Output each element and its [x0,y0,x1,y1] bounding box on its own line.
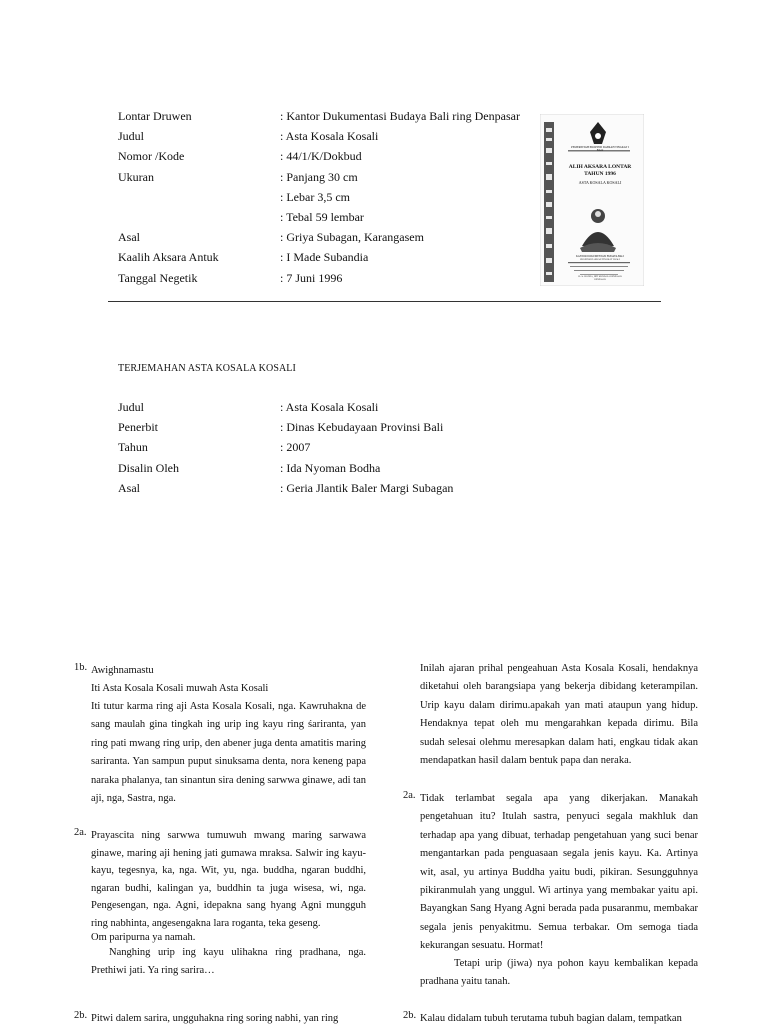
section-number: 2a. [74,827,87,838]
field-label: Disalin Oleh [118,460,179,475]
field-value: : Geria Jlantik Baler Margi Subagan [280,480,454,495]
field-label: Asal [118,480,140,495]
translation-paragraph-2a: Tidak terlambat segala apa yang dikerjakan. Manakah pengetahuan itu? Itulah sastra, penyuci segala makhluk dan terhadap apa yang dibuat, terhadap pengetahuan yang suci benar mengantarkan pada penguasaan segala jenis kayu. Ka. Artinya wit, asal, yu artinya Buddha yaitu budi, pikiran. Sesungguhnya pikiranmulah yang unggul. Wi artinya yang membakar yaitu api. Bayangkan Sang Hyang Agni berada pada pusaranmu, membakar segala jenis penyakitmu. Semua terbakar. Om semoga tiada kekurangan sesuatu. Hormat! [420,793,698,952]
field-value: : Ida Nyoman Bodha [280,460,381,475]
paragraph-1b: Iti tutur karma ring aji Asta Kosala Kosali, nga. Kawruhakna de sang maulah gina tingkah ing urip ing kayu ring śariranta, yan ring pati mwang ring urip, den abener juga denta amatitis maring sariranta. Yan sampun puput sinuksama denta, nora keneng papa naraka phalanya, tan sinantun sira dening sarwwa ginawe, adi tan aji, nga, Sastra, nga. [91,701,366,805]
cover-footer-1: KANTOR DOKUMENTASI BUDAYA BALI [576,255,624,258]
field-label: Judul [118,129,145,144]
divider-line [108,301,661,302]
invocation: Awighnamastu [91,665,154,676]
field-label: Nomor /Kode [118,149,185,164]
cover-footer-4: DENPASAR [594,279,606,281]
field-label: Tahun [118,440,148,455]
paragraph-2a-continued: Nanghing urip ing kayu ulihakna ring pradhana, nga. Prethiwi jati. Ya ring sarira… [91,947,366,977]
cover-title-1: ALIH AKSARA LONTAR [568,164,632,170]
paragraph-2a: Prayascita ning sarwwa tumuwuh mwang maring sarwawa ginawe, maring aji hening jati gumawa mraksa. Salwir ing kayu-kayu, tegesnya, ka, nga. Wit, yu, nga. buddha, ngaran buddhi, ngaran budhi, kalingan ya, buddhin ta juga wisesa, wi, nga. Pengesengan, nga. Agni, idepakna sang hyang Agni mungguh ring nabhinta, angesengakna lara roganta, teka geseng. [91,830,366,929]
field-value: : Kantor Dukumentasi Budaya Bali ring Denpasar [280,109,520,123]
cover-title-2: TAHUN 1996 [584,171,616,177]
translation-paragraph-2b: Kalau didalam tubuh terutama tubuh bagian dalam, tempatkan [420,1013,682,1024]
translation-paragraph-1: Inilah ajaran prihal pengeahuan Asta Kosala Kosali, hendaknya diketahui oleh barangsiapa yang bekerja dibidang keterampilan. Urip kayu dalam dirimu.apakah yan mati ataupun yang hidup. Hendaknya tepat oleh mu mengarahkan kepada dirimu. Bila sudah selesai olehmu meresapkan dalam hati, engkau tidak akan mendapatkan hasil dalam bentuk papa dan neraka. [420,663,698,767]
field-label: Tanggal Negetik [118,270,198,285]
field-value: : Panjang 30 cm [280,169,358,184]
section-number: 2a. [403,790,416,801]
field-label: Kaalih Aksara Antuk [118,250,219,265]
field-value: : 7 Juni 1996 [280,270,343,285]
subheading: Iti Asta Kosala Kosali muwah Asta Kosali [91,683,269,694]
cover-subtitle: ASTA KOSALA KOSALI [578,180,622,185]
cover-footer-3: JL. Ir. JUANDA, NITI MANDALA DENPASAR [578,276,622,278]
paragraph-2b: Pitwi dalem sarira, ungguhakna ring soring nabhi, yan ring [91,1013,339,1024]
field-label: Asal [118,230,140,245]
field-value: : Tebal 59 lembar [280,210,364,224]
section-number: 1b. [74,662,88,673]
field-value: : Lebar 3,5 cm [280,189,350,204]
field-value: : Griya Subagan, Karangasem [280,230,424,245]
terjemahan-heading: TERJEMAHAN ASTA KOSALA KOSALI [118,363,296,374]
cover-footer-2: PROPINSI DAERAH TINGKAT I BALI [580,258,620,261]
book-cover-image [540,114,644,286]
cover-header: PEMERINTAH PROPINSI DAERAH TINGKAT I BALI [571,146,629,152]
section-number: 2b. [403,1010,417,1021]
field-value: : Asta Kosala Kosali [280,129,379,144]
field-label: Penerbit [118,420,158,435]
field-value: : Dinas Kebudayaan Provinsi Bali [280,420,444,435]
field-value: : Asta Kosala Kosali [280,400,379,414]
field-value: : 44/1/K/Dokbud [280,149,362,164]
field-value: : I Made Subandia [280,250,369,265]
field-label: Lontar Druwen [118,109,192,123]
translation-paragraph-2a-continued: Tetapi urip (jiwa) nya pohon kayu kembalikan kepada pradhana yaitu tanah. [420,958,698,988]
section-number: 2b. [74,1010,88,1021]
field-label: Judul [118,400,145,414]
field-label: Ukuran [118,169,154,184]
field-value: : 2007 [280,440,311,455]
om-line: Om paripurna ya namah. [91,932,196,943]
